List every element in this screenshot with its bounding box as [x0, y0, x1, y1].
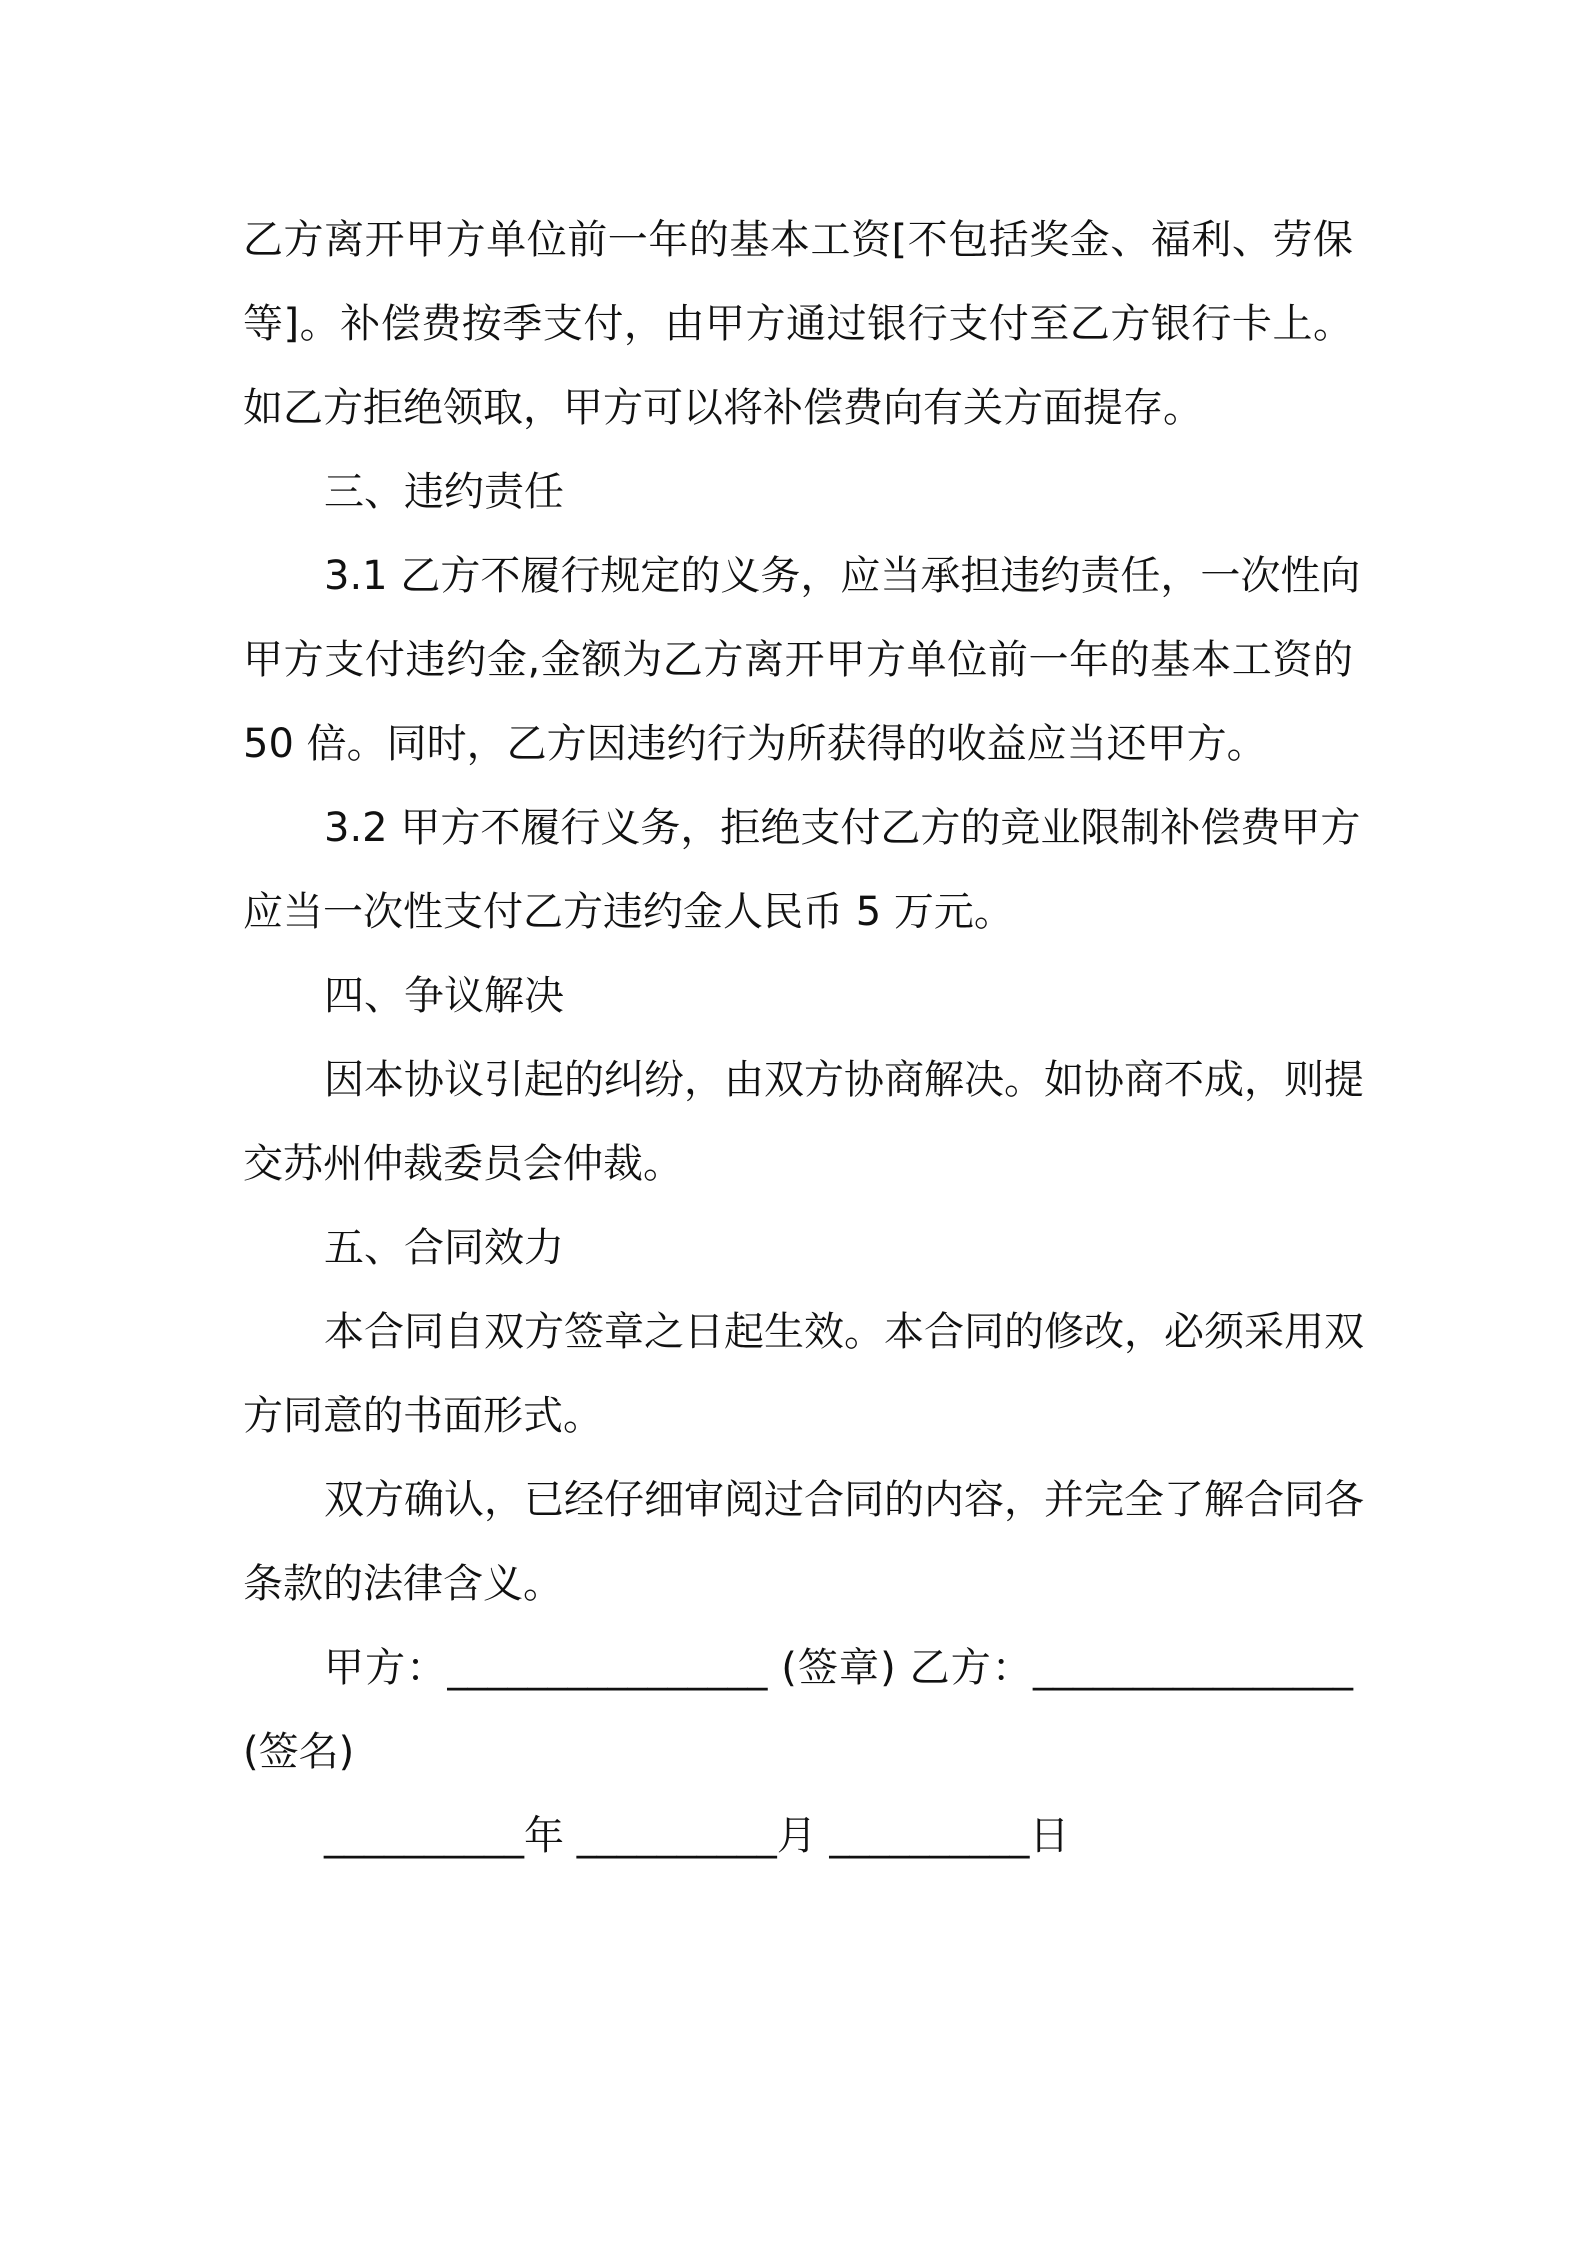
signature-line: 甲方：________________ (签章) 乙方：________________	[324, 1645, 1353, 1691]
paragraph-line: 应当一次性支付乙方违约金人民币 5 万元。	[243, 889, 1014, 935]
paragraph-line: 本合同自双方签章之日起生效。本合同的修改，必须采用双	[324, 1309, 1364, 1355]
paragraph-line: 条款的法律含义。	[243, 1561, 563, 1607]
section-heading: 五、合同效力	[324, 1225, 564, 1271]
paragraph-line: 等]。补偿费按季支付，由甲方通过银行支付至乙方银行卡上。	[243, 301, 1353, 347]
paragraph-line: 因本协议引起的纠纷，由双方协商解决。如协商不成，则提	[324, 1057, 1364, 1103]
paragraph-line: 交苏州仲裁委员会仲裁。	[243, 1141, 683, 1187]
paragraph-line: 方同意的书面形式。	[243, 1393, 603, 1439]
paragraph-line: 如乙方拒绝领取，甲方可以将补偿费向有关方面提存。	[243, 385, 1203, 431]
paragraph-line: 3.1 乙方不履行规定的义务，应当承担违约责任，一次性向	[324, 553, 1361, 599]
date-line: __________年 __________月 __________日	[324, 1813, 1070, 1859]
paragraph-line: 3.2 甲方不履行义务，拒绝支付乙方的竞业限制补偿费甲方	[324, 805, 1361, 851]
section-heading: 四、争议解决	[324, 973, 564, 1019]
paragraph-line: 乙方离开甲方单位前一年的基本工资[不包括奖金、福利、劳保	[243, 217, 1353, 263]
signature-line: (签名)	[243, 1729, 355, 1775]
paragraph-line: 双方确认，已经仔细审阅过合同的内容，并完全了解合同各	[324, 1477, 1364, 1523]
section-heading: 三、违约责任	[324, 469, 564, 515]
paragraph-line: 甲方支付违约金,金额为乙方离开甲方单位前一年的基本工资的	[243, 637, 1353, 683]
document-body	[243, 198, 1364, 1878]
paragraph-line: 50 倍。同时，乙方因违约行为所获得的收益应当还甲方。	[243, 721, 1267, 767]
